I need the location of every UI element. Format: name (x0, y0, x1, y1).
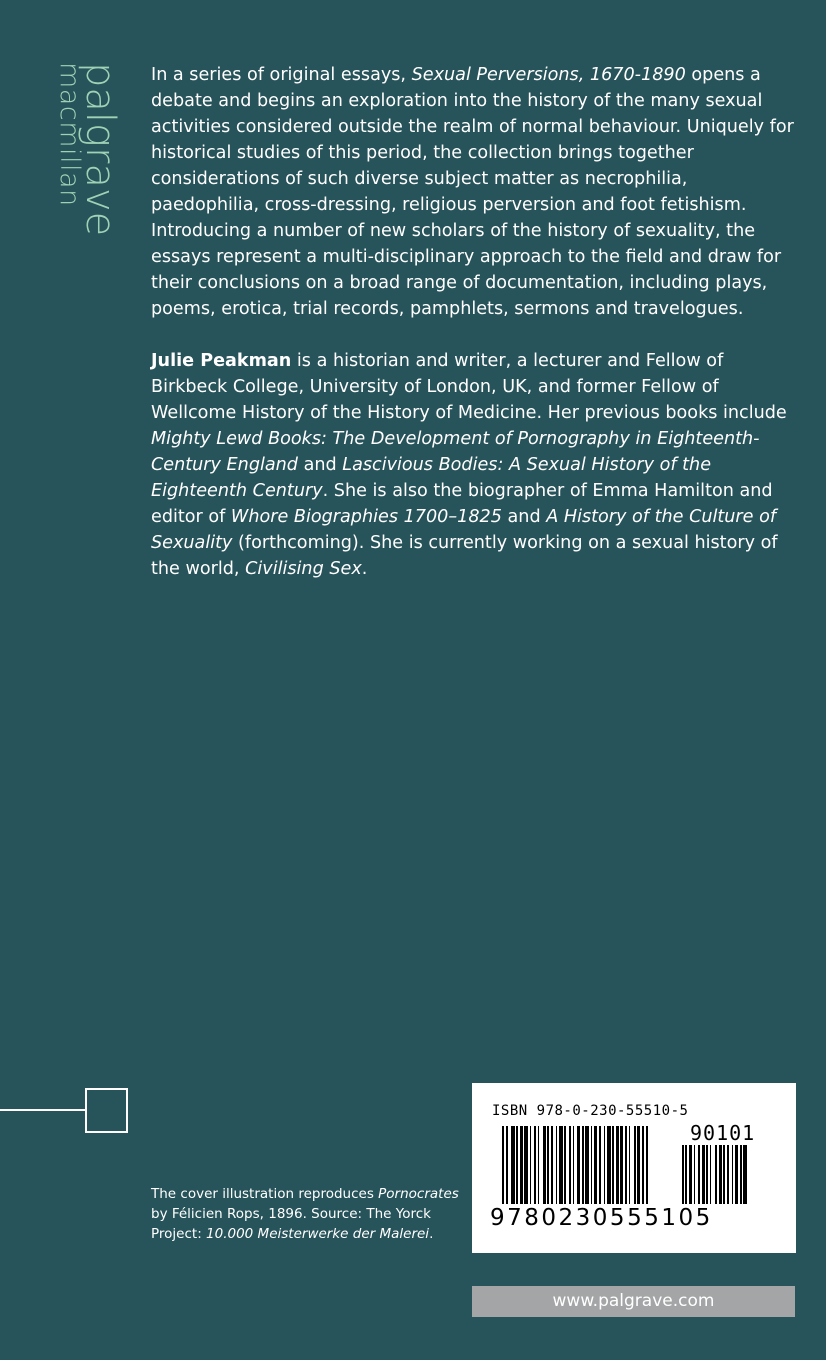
book-civilising-sex: Civilising Sex (245, 559, 362, 579)
barcode-bar (616, 1126, 619, 1204)
isbn-barcode (472, 1083, 796, 1253)
barcode-bar (694, 1145, 695, 1204)
logo-macmillan: macmillan (54, 62, 85, 207)
barcode-bar (511, 1126, 515, 1204)
book-description: In a series of original essays, Sexual Perversions, 1670-1890 opens a debate and begins an exploration into the history of the many sexual activities considered outside the realm of normal behaviour. Uniquely for historical studies of this period, the collection brings together considerations of such diverse subject matter as necrophilia, paedophilia, cross-dressing, religious perversion and foot fetishism. Introducing a number of new scholars of the history of sexuality, the essays represent a multi-disciplinary approach to the field and draw for their conclusions on a broad range of documentation, including plays, poems, erotica, trial records, pamphlets, sermons and travelogues. (151, 65, 794, 319)
barcode-bar (620, 1126, 623, 1204)
barcode-bar (642, 1126, 644, 1204)
barcode-bar (732, 1145, 733, 1204)
addon-barcode-bars (682, 1145, 760, 1204)
barcode-bar (685, 1145, 687, 1204)
palgrave-macmillan-logo (40, 62, 124, 262)
barcode-bar (637, 1126, 640, 1204)
barcode-bar (743, 1145, 747, 1204)
barcode-bar (698, 1145, 700, 1204)
cover-credit: The cover illustration reproduces Pornocrates by Félicien Rops, 1896. Source: The Yorck Project: 10.000 Meisterwerke der Malerei. (151, 1186, 459, 1242)
barcode-bar (689, 1145, 692, 1204)
barcode-bar (727, 1145, 729, 1204)
barcode-bar (706, 1145, 708, 1204)
barcode-bar (723, 1145, 725, 1204)
barcode-bar (538, 1126, 539, 1204)
decorative-rule (0, 1109, 85, 1111)
back-cover-text (151, 62, 797, 608)
decorative-square (85, 1088, 128, 1133)
barcode-bar (607, 1126, 611, 1204)
barcode-bar (577, 1126, 580, 1204)
barcode-bar (524, 1126, 528, 1204)
ean-barcode-bars (502, 1126, 677, 1204)
author-bio: Julie Peakman is a historian and writer, a lecturer and Fellow of Birkbeck College, University of London, UK, and former Fellow of Wellcome History of the History of Medicine. Her previous books include Mighty Lewd Books: The Development of Pornography in Eighteenth-Century England and Lascivious Bodies: A Sexual History of the Eighteenth Century. She is also the biographer of Emma Hamilton and editor of Whore Biographies 1700–1825 and A History of the Culture of Sexuality (forthcoming). She is currently working on a sexual history of the world, Civilising Sex. (151, 351, 787, 579)
isbn-number: ISBN 978-0-230-55510-5 (492, 1103, 689, 1119)
barcode-bar (582, 1126, 584, 1204)
barcode-bar (702, 1145, 705, 1204)
barcode-bar (625, 1126, 627, 1204)
author-name: Julie Peakman (151, 351, 292, 371)
barcode-bar (594, 1126, 597, 1204)
barcode-bar (530, 1126, 531, 1204)
barcode-bar (506, 1126, 508, 1204)
barcode-bar (646, 1126, 648, 1204)
cover-source-title: 10.000 Meisterwerke der Malerei (206, 1226, 430, 1242)
book-mighty-lewd-books: Mighty Lewd Books: The Development of Pornography in Eighteenth-Century England (151, 429, 760, 475)
website-url[interactable]: www.palgrave.com (472, 1286, 795, 1317)
barcode-bar (715, 1145, 717, 1204)
ean-digits: 9780230555105 (490, 1205, 713, 1231)
barcode-bar (534, 1126, 536, 1204)
barcode-bar (604, 1126, 605, 1204)
barcode-bar (634, 1126, 636, 1204)
barcode-bar (516, 1126, 518, 1204)
barcode-bar (591, 1126, 592, 1204)
barcode-bar (735, 1145, 738, 1204)
logo-palgrave: palgrave (77, 62, 123, 237)
barcode-bar (520, 1126, 523, 1204)
barcode-bar (719, 1145, 722, 1204)
price-addon-number: 90101 (690, 1121, 756, 1145)
cover-artwork-title: Pornocrates (378, 1186, 459, 1202)
barcode-bar (573, 1126, 574, 1204)
barcode-bar (629, 1126, 630, 1204)
barcode-bar (569, 1126, 571, 1204)
book-whore-biographies: Whore Biographies 1700–1825 (230, 507, 502, 527)
book-lascivious-bodies: Lascivious Bodies: A Sexual History of the Eighteenth Century (151, 455, 712, 501)
barcode-bar (612, 1126, 614, 1204)
barcode-bar (585, 1126, 589, 1204)
barcode-bar (710, 1145, 711, 1204)
book-history-culture-sexuality: A History of the Culture of Sexuality (151, 507, 777, 553)
barcode-bar (502, 1126, 504, 1204)
barcode-bar (564, 1126, 566, 1204)
barcode-bar (547, 1126, 549, 1204)
barcode-bar (556, 1126, 557, 1204)
barcode-bar (559, 1126, 563, 1204)
barcode-bar (551, 1126, 553, 1204)
book-title: Sexual Perversions, 1670-1890 (411, 65, 686, 85)
barcode-bar (682, 1145, 684, 1204)
barcode-bar (599, 1126, 601, 1204)
barcode-bar (543, 1126, 546, 1204)
barcode-bar (740, 1145, 742, 1204)
